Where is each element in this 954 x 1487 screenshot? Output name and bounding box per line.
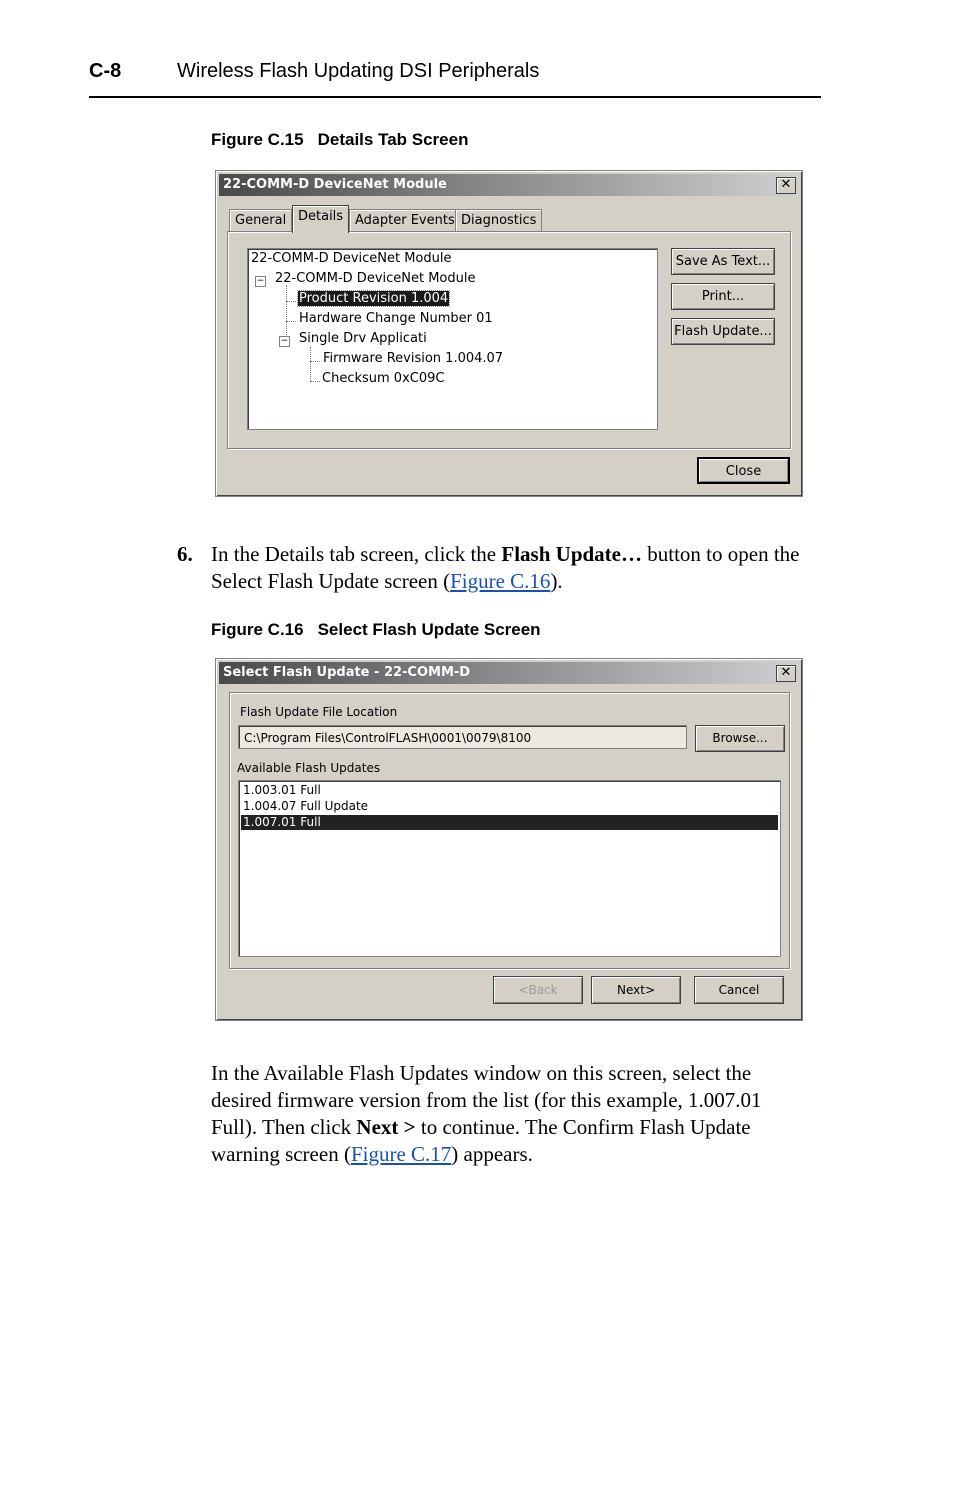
flash-update-button[interactable]: Flash Update... [671, 318, 775, 345]
step-bold: Flash Update… [501, 542, 642, 566]
step-text: button to open the Select Flash Update screen ( [211, 542, 800, 593]
closing-paragraph [211, 1060, 811, 1168]
tree-connector [286, 301, 296, 302]
step-text: ). [550, 569, 563, 593]
figure-title: Details Tab Screen [317, 130, 469, 149]
tab-details[interactable]: Details [292, 205, 349, 233]
figure-number: Figure C.15 [211, 130, 304, 149]
window-title: 22-COMM-D DeviceNet Module [223, 177, 447, 192]
tree-item-checksum[interactable]: Checksum 0xC09C [322, 371, 445, 386]
collapse-icon[interactable]: − [256, 276, 265, 286]
list-item[interactable]: 1.004.07 Full Update [243, 799, 369, 813]
back-button[interactable]: <Back [493, 976, 583, 1004]
figure-number: Figure C.16 [211, 620, 304, 639]
tree-connector [310, 347, 311, 381]
tree-item-hardware-change[interactable]: Hardware Change Number 01 [299, 311, 493, 326]
selected-tree-label[interactable]: Product Revision 1.004 [299, 291, 449, 306]
step-text: In the Details tab screen, click the [211, 542, 502, 566]
figure-c15-caption [211, 130, 468, 150]
para-text: In the Available Flash Updates window on this screen, select the desired firmware version from the list (for this example, 1.007.01 Full). Then click [211, 1061, 762, 1139]
print-button[interactable]: Print... [671, 283, 775, 310]
close-icon[interactable]: ✕ [776, 177, 796, 194]
figure-c16-link[interactable]: Figure C.16 [450, 569, 551, 593]
para-bold: Next > [356, 1115, 416, 1139]
step-6-text [211, 541, 811, 595]
save-as-text-button[interactable]: Save As Text... [671, 248, 775, 275]
figure-title: Select Flash Update Screen [317, 620, 541, 639]
para-text: ) appears. [451, 1142, 533, 1166]
collapse-icon[interactable]: − [280, 336, 289, 346]
close-icon[interactable]: ✕ [776, 665, 796, 682]
available-updates-label: Available Flash Updates [237, 761, 381, 775]
tree-connector [310, 361, 320, 362]
window-title-bar [219, 662, 799, 684]
close-button[interactable]: Close [697, 457, 790, 484]
tree-connector [310, 381, 320, 382]
tree-connector [286, 285, 287, 341]
file-location-field[interactable]: C:\Program Files\ControlFLASH\0001\0079\8100 [238, 725, 687, 749]
page-number: C-8 [89, 60, 122, 82]
header-rule [89, 96, 821, 98]
details-tab-window [215, 170, 803, 497]
para-text: to continue. The Confirm Flash Update warning screen ( [211, 1115, 751, 1166]
figure-c16-caption [211, 620, 541, 640]
next-button[interactable]: Next> [591, 976, 681, 1004]
list-item[interactable]: 1.003.01 Full [243, 783, 321, 797]
details-panel [227, 231, 791, 449]
tree-item-root[interactable]: 22-COMM-D DeviceNet Module [251, 251, 452, 266]
window-title: Select Flash Update - 22-COMM-D [223, 665, 471, 680]
cancel-button[interactable]: Cancel [694, 976, 784, 1004]
browse-button[interactable]: Browse... [695, 725, 785, 752]
select-flash-update-window [215, 658, 803, 1021]
tree-item-product-revision[interactable] [298, 291, 449, 306]
available-updates-list[interactable] [238, 780, 781, 957]
figure-c17-link[interactable]: Figure C.17 [350, 1142, 452, 1166]
tree-item-single-drv[interactable]: Single Drv Applicati [299, 331, 427, 346]
tab-general[interactable]: General [229, 209, 292, 232]
flash-update-panel [229, 692, 790, 969]
window-title-bar [219, 174, 799, 196]
file-location-label: Flash Update File Location [240, 705, 398, 719]
tree-connector [286, 321, 296, 322]
tab-diagnostics[interactable]: Diagnostics [455, 209, 542, 232]
step-number: 6. [177, 542, 193, 566]
details-tree-view[interactable] [247, 248, 658, 430]
tree-item-firmware-revision[interactable]: Firmware Revision 1.004.07 [323, 351, 504, 366]
tab-adapter-events[interactable]: Adapter Events [349, 209, 461, 232]
running-header: Wireless Flash Updating DSI Peripherals [177, 60, 540, 82]
tree-item-module[interactable]: 22-COMM-D DeviceNet Module [275, 271, 476, 286]
list-item-selected[interactable]: 1.007.01 Full [241, 815, 778, 830]
